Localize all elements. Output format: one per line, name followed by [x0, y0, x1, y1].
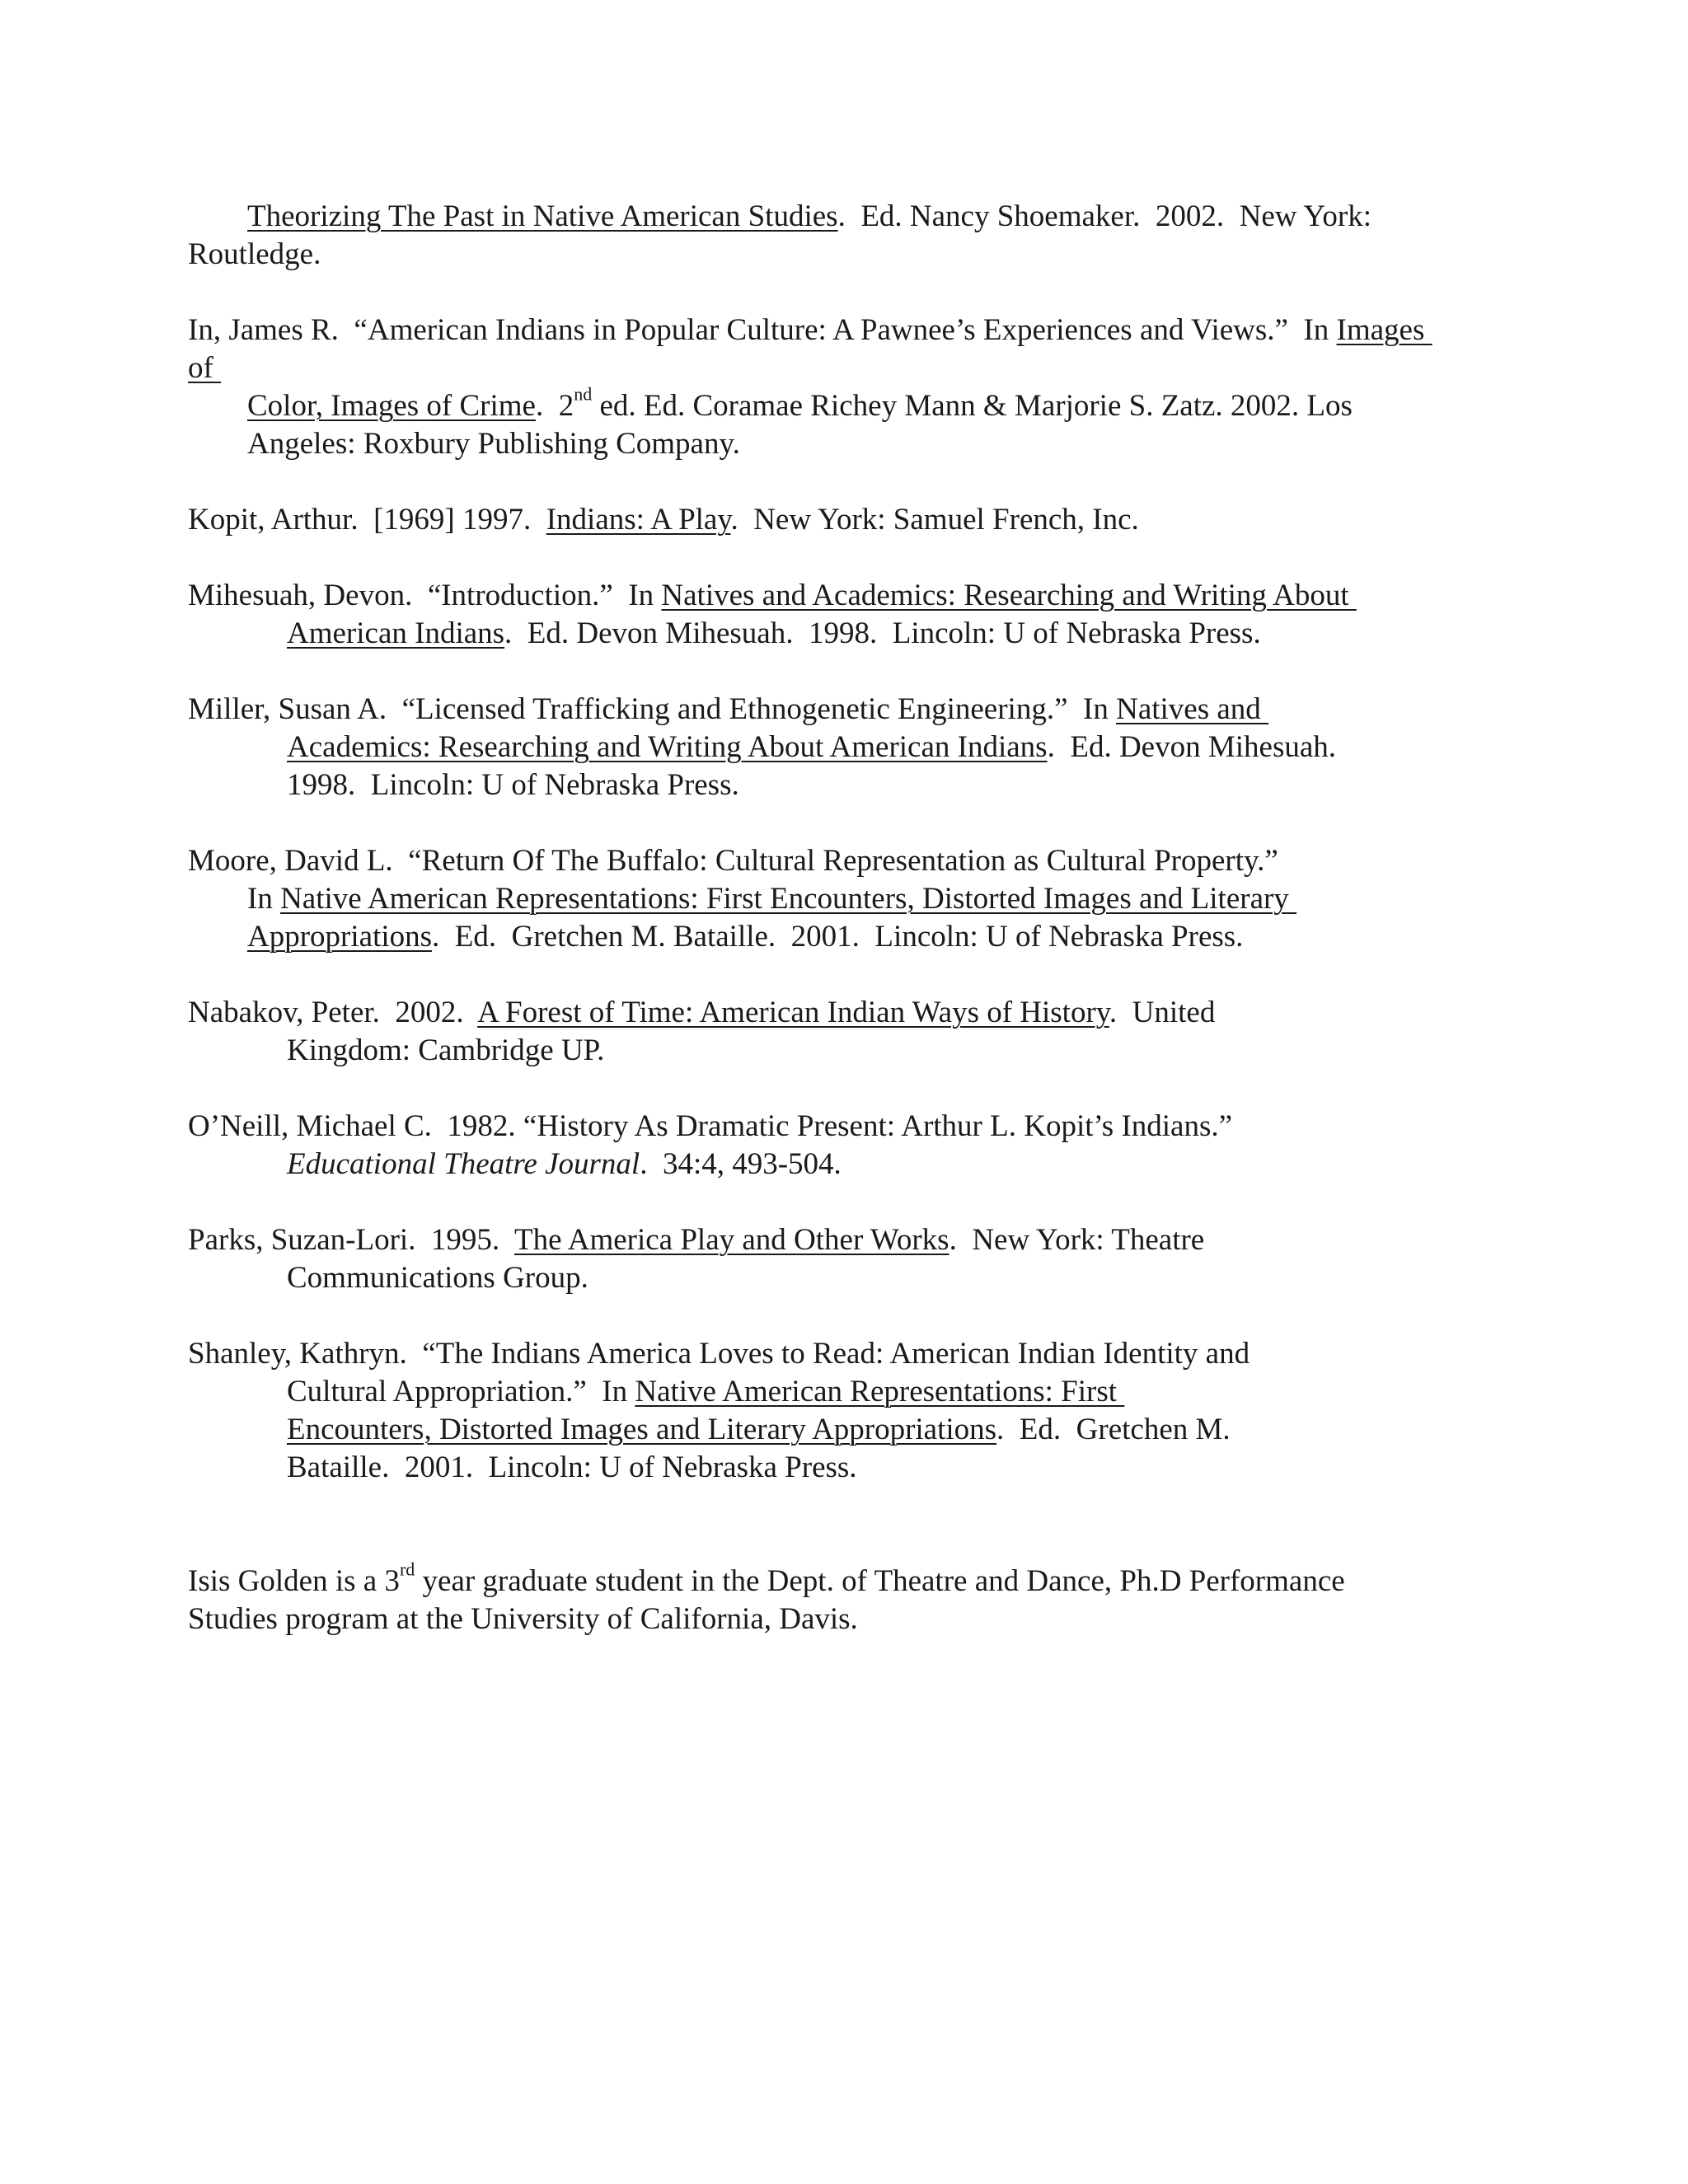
ref-shanley-title: Native American Representations: First [635, 1375, 1125, 1408]
ref-moore-title: Native American Representations: First Encounters, Distorted Images and Literary [280, 882, 1297, 916]
ref-mihesuah-line-2: American Indians. Ed. Devon Mihesuah. 1998. Lincoln: U of Nebraska Press. [287, 616, 1261, 650]
ref-mihesuah-title: Natives and Academics: Researching and Writing About [661, 579, 1357, 612]
ref-oneill-journal: Educational Theatre Journal [287, 1147, 640, 1181]
ref-theorizing-line-1: Theorizing The Past in Native American Studies. Ed. Nancy Shoemaker. 2002. New York: [247, 199, 1372, 233]
ref-shanley-line-2: Cultural Appropriation.” In Native American Representations: First [287, 1375, 1125, 1408]
ref-nabakov-line-1: Nabakov, Peter. 2002. A Forest of Time: American Indian Ways of History. United [188, 996, 1216, 1029]
ref-moore-line-2: In Native American Representations: First Encounters, Distorted Images and Literary [247, 882, 1297, 916]
ref-moore-line-1: Moore, David L. “Return Of The Buffalo: Cultural Representation as Cultural Property.” [188, 844, 1278, 878]
ref-theorizing-title: Theorizing The Past in Native American Studies [247, 199, 838, 233]
ref-miller-title: Natives and [1116, 692, 1269, 726]
ref-parks-line-2: Communications Group. [287, 1261, 588, 1295]
ref-in-james-line-4: Angeles: Roxbury Publishing Company. [247, 427, 740, 461]
ref-in-james-title: Images [1336, 313, 1432, 347]
ref-kopit-title: Indians: A Play [546, 503, 731, 537]
ref-moore-line-3: Appropriations. Ed. Gretchen M. Bataille. 2001. Lincoln: U of Nebraska Press. [247, 920, 1244, 954]
ref-parks-line-1: Parks, Suzan-Lori. 1995. The America Play and Other Works. New York: Theatre [188, 1223, 1205, 1257]
ref-miller-line-3: 1998. Lincoln: U of Nebraska Press. [287, 768, 739, 802]
ref-in-james-line-3: Color, Images of Crime. 2nd ed. Ed. Coramae Richey Mann & Marjorie S. Zatz. 2002. Los [247, 383, 1353, 423]
ref-shanley-line-3: Encounters, Distorted Images and Literary Appropriations. Ed. Gretchen M. [287, 1413, 1231, 1446]
ref-parks-title: The America Play and Other Works [514, 1223, 950, 1257]
ref-oneill-line-1: O’Neill, Michael C. 1982. “History As Dramatic Present: Arthur L. Kopit’s Indians.” [188, 1109, 1233, 1143]
ref-miller-line-2: Academics: Researching and Writing About American Indians. Ed. Devon Mihesuah. [287, 730, 1337, 764]
author-bio-line-1: Isis Golden is a 3rd year graduate student in the Dept. of Theatre and Dance, Ph.D Performance [188, 1558, 1345, 1598]
ref-shanley-line-1: Shanley, Kathryn. “The Indians America Loves to Read: American Indian Identity and [188, 1337, 1250, 1371]
ref-in-james-line-1: In, James R. “American Indians in Popular Culture: A Pawnee’s Experiences and Views.” In Images [188, 313, 1432, 347]
author-bio-line-2: Studies program at the University of California, Davis. [188, 1602, 858, 1636]
ref-theorizing-line-2: Routledge. [188, 237, 321, 271]
ref-miller-line-1: Miller, Susan A. “Licensed Trafficking and Ethnogenetic Engineering.” In Natives and [188, 692, 1269, 726]
ref-in-james-line-2: of [188, 351, 222, 385]
ref-nabakov-line-2: Kingdom: Cambridge UP. [287, 1033, 605, 1067]
ref-oneill-line-2: Educational Theatre Journal. 34:4, 493-504. [287, 1147, 842, 1181]
ref-shanley-line-4: Bataille. 2001. Lincoln: U of Nebraska Press. [287, 1451, 857, 1484]
ref-kopit-line-1: Kopit, Arthur. [1969] 1997. Indians: A Play. New York: Samuel French, Inc. [188, 503, 1139, 537]
ref-mihesuah-line-1: Mihesuah, Devon. “Introduction.” In Natives and Academics: Researching and Writing About [188, 579, 1357, 612]
ref-nabakov-title: A Forest of Time: American Indian Ways of History [477, 996, 1109, 1029]
